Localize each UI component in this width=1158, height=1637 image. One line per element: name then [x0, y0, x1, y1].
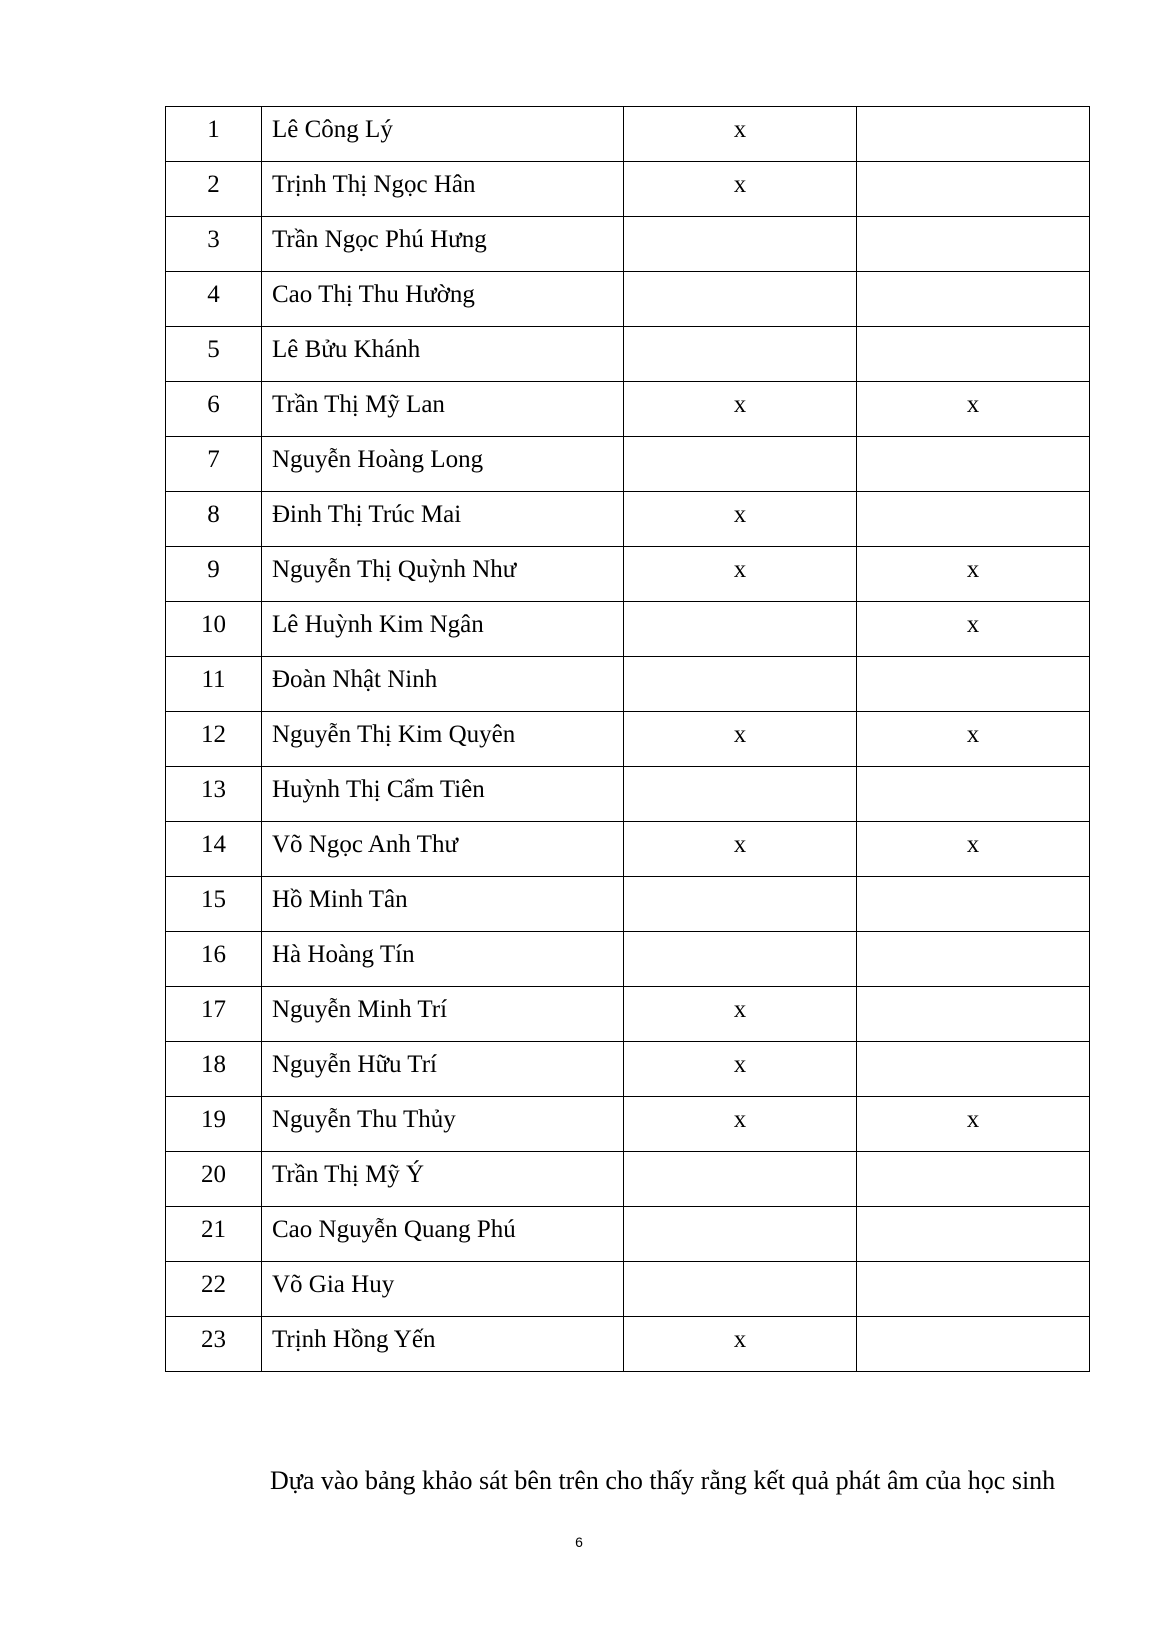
- row-number-cell: [166, 272, 262, 327]
- mark-cell-b-text: [857, 987, 1089, 997]
- student-name-cell: [262, 657, 624, 712]
- row-number-cell-text: 7: [207, 446, 220, 473]
- student-name-cell: [262, 877, 624, 932]
- student-name-cell-text: Trịnh Thị Ngọc Hân: [272, 171, 476, 198]
- row-number-cell-text: 12: [201, 721, 226, 748]
- mark-cell-b: [857, 272, 1090, 327]
- mark-cell-a: [624, 107, 857, 162]
- student-name-cell-text: Trần Thị Mỹ Lan: [272, 391, 445, 418]
- mark-cell-b-text: [857, 767, 1089, 777]
- mark-cell-a-text: x: [733, 391, 747, 418]
- mark-cell-b-text: [857, 1207, 1089, 1217]
- row-number-cell: [166, 712, 262, 767]
- row-number-cell-text: 2: [207, 171, 220, 198]
- mark-cell-a: [624, 602, 857, 657]
- student-name-cell-text: Hồ Minh Tân: [272, 886, 408, 913]
- row-number-cell: [166, 877, 262, 932]
- row-number-cell-text: 1: [207, 116, 220, 143]
- student-name-cell-text: Nguyễn Hữu Trí: [272, 1051, 437, 1078]
- mark-cell-b-text: [857, 1152, 1089, 1162]
- mark-cell-a-text: [624, 932, 856, 942]
- table-row: [166, 657, 1090, 712]
- mark-cell-a-text: [624, 1152, 856, 1162]
- student-name-cell: [262, 492, 624, 547]
- row-number-cell: [166, 767, 262, 822]
- row-number-cell: [166, 1262, 262, 1317]
- mark-cell-a: [624, 547, 857, 602]
- student-name-cell: [262, 1317, 624, 1372]
- mark-cell-a-text: [624, 437, 856, 447]
- mark-cell-a-text: [624, 1207, 856, 1217]
- student-name-cell: [262, 162, 624, 217]
- student-name-cell-text: Cao Nguyễn Quang Phú: [272, 1216, 516, 1243]
- mark-cell-b-text: [857, 437, 1089, 447]
- mark-cell-b-text: x: [966, 611, 980, 638]
- student-name-cell: [262, 547, 624, 602]
- row-number-cell: [166, 932, 262, 987]
- mark-cell-b: [857, 767, 1090, 822]
- row-number-cell: [166, 107, 262, 162]
- row-number-cell: [166, 382, 262, 437]
- row-number-cell: [166, 1317, 262, 1372]
- row-number-cell-text: 14: [201, 831, 226, 858]
- mark-cell-a: [624, 767, 857, 822]
- mark-cell-b: [857, 382, 1090, 437]
- row-number-cell-text: 23: [201, 1326, 226, 1353]
- student-name-cell-text: Lê Công Lý: [272, 116, 393, 143]
- table-row: [166, 602, 1090, 657]
- mark-cell-a: [624, 217, 857, 272]
- mark-cell-b: [857, 327, 1090, 382]
- row-number-cell: [166, 602, 262, 657]
- mark-cell-a: [624, 1042, 857, 1097]
- mark-cell-a-text: x: [733, 1106, 747, 1133]
- mark-cell-a-text: x: [733, 996, 747, 1023]
- row-number-cell-text: 6: [207, 391, 220, 418]
- student-name-cell-text: Đoàn Nhật Ninh: [272, 666, 438, 693]
- mark-cell-b-text: [857, 272, 1089, 282]
- student-name-cell: [262, 1152, 624, 1207]
- student-name-cell-text: Võ Ngọc Anh Thư: [272, 831, 458, 858]
- mark-cell-b-text: [857, 657, 1089, 667]
- student-name-cell-text: Võ Gia Huy: [272, 1271, 395, 1298]
- row-number-cell: [166, 492, 262, 547]
- student-name-cell: [262, 217, 624, 272]
- student-name-cell-text: Huỳnh Thị Cẩm Tiên: [272, 776, 485, 803]
- mark-cell-b: [857, 217, 1090, 272]
- row-number-cell-text: 11: [201, 666, 226, 693]
- mark-cell-b-text: x: [966, 721, 980, 748]
- mark-cell-b-text: x: [966, 556, 980, 583]
- student-name-cell: [262, 1207, 624, 1262]
- table-row: [166, 987, 1090, 1042]
- row-number-cell: [166, 162, 262, 217]
- mark-cell-b: [857, 162, 1090, 217]
- mark-cell-a: [624, 162, 857, 217]
- student-name-cell-text: Đinh Thị Trúc Mai: [272, 501, 462, 528]
- row-number-cell: [166, 1042, 262, 1097]
- table-row: [166, 217, 1090, 272]
- mark-cell-a: [624, 492, 857, 547]
- student-name-cell-text: Nguyễn Thị Kim Quyên: [272, 721, 516, 748]
- row-number-cell-text: 17: [201, 996, 226, 1023]
- mark-cell-b: [857, 492, 1090, 547]
- table-row: [166, 492, 1090, 547]
- mark-cell-b: [857, 1317, 1090, 1372]
- mark-cell-a-text: x: [733, 1326, 747, 1353]
- mark-cell-a: [624, 327, 857, 382]
- table-row: [166, 712, 1090, 767]
- mark-cell-a-text: x: [733, 116, 747, 143]
- student-name-cell: [262, 1042, 624, 1097]
- mark-cell-b-text: [857, 107, 1089, 117]
- row-number-cell-text: 21: [201, 1216, 226, 1243]
- mark-cell-a: [624, 1317, 857, 1372]
- row-number-cell: [166, 547, 262, 602]
- student-name-cell: [262, 107, 624, 162]
- mark-cell-b-text: [857, 932, 1089, 942]
- row-number-cell-text: 22: [201, 1271, 226, 1298]
- mark-cell-a: [624, 1262, 857, 1317]
- mark-cell-a-text: [624, 877, 856, 887]
- page-number: 6: [575, 1534, 583, 1550]
- row-number-cell: [166, 822, 262, 877]
- mark-cell-a-text: x: [733, 721, 747, 748]
- student-name-cell: [262, 1097, 624, 1152]
- student-name-cell-text: Cao Thị Thu Hường: [272, 281, 475, 308]
- conclusion-paragraph: Dựa vào bảng khảo sát bên trên cho thấy rằng kết quả phát âm của học sinh: [270, 1466, 1056, 1495]
- mark-cell-a-text: [624, 767, 856, 777]
- row-number-cell: [166, 1152, 262, 1207]
- row-number-cell-text: 4: [207, 281, 220, 308]
- mark-cell-b-text: x: [966, 391, 980, 418]
- row-number-cell-text: 8: [207, 501, 220, 528]
- mark-cell-b: [857, 437, 1090, 492]
- student-name-cell: [262, 437, 624, 492]
- row-number-cell: [166, 327, 262, 382]
- mark-cell-a: [624, 932, 857, 987]
- row-number-cell: [166, 217, 262, 272]
- row-number-cell-text: 16: [201, 941, 226, 968]
- student-name-cell: [262, 327, 624, 382]
- mark-cell-b-text: [857, 162, 1089, 172]
- mark-cell-a: [624, 437, 857, 492]
- mark-cell-a-text: [624, 657, 856, 667]
- student-name-cell-text: Lê Bửu Khánh: [272, 336, 421, 363]
- mark-cell-b-text: [857, 1317, 1089, 1327]
- student-name-cell: [262, 1262, 624, 1317]
- student-name-cell-text: Trịnh Hồng Yến: [272, 1326, 436, 1353]
- row-number-cell: [166, 1207, 262, 1262]
- table-row: [166, 1152, 1090, 1207]
- table-row: [166, 1207, 1090, 1262]
- row-number-cell-text: 19: [201, 1106, 226, 1133]
- mark-cell-b: [857, 987, 1090, 1042]
- mark-cell-a-text: [624, 327, 856, 337]
- mark-cell-a-text: [624, 602, 856, 612]
- mark-cell-a-text: [624, 1262, 856, 1272]
- survey-table-body: [166, 107, 1090, 1372]
- mark-cell-b-text: [857, 217, 1089, 227]
- student-name-cell-text: Hà Hoàng Tín: [272, 941, 415, 968]
- mark-cell-b: [857, 1152, 1090, 1207]
- mark-cell-b: [857, 1097, 1090, 1152]
- mark-cell-b: [857, 1042, 1090, 1097]
- mark-cell-a: [624, 1152, 857, 1207]
- mark-cell-b-text: x: [966, 831, 980, 858]
- student-name-cell-text: Trần Thị Mỹ Ý: [272, 1161, 425, 1188]
- student-name-cell: [262, 932, 624, 987]
- mark-cell-a: [624, 1207, 857, 1262]
- student-name-cell: [262, 767, 624, 822]
- table-row: [166, 932, 1090, 987]
- mark-cell-a-text: x: [733, 501, 747, 528]
- student-name-cell-text: Nguyễn Hoàng Long: [272, 446, 484, 473]
- table-row: [166, 1042, 1090, 1097]
- row-number-cell-text: 15: [201, 886, 226, 913]
- mark-cell-b: [857, 1262, 1090, 1317]
- student-name-cell: [262, 712, 624, 767]
- mark-cell-a: [624, 272, 857, 327]
- mark-cell-a-text: x: [733, 171, 747, 198]
- mark-cell-b: [857, 1207, 1090, 1262]
- row-number-cell: [166, 657, 262, 712]
- student-name-cell: [262, 602, 624, 657]
- mark-cell-a: [624, 382, 857, 437]
- row-number-cell: [166, 437, 262, 492]
- mark-cell-b: [857, 657, 1090, 712]
- mark-cell-b: [857, 602, 1090, 657]
- mark-cell-a: [624, 1097, 857, 1152]
- student-name-cell-text: Nguyễn Minh Trí: [272, 996, 448, 1023]
- mark-cell-a-text: [624, 272, 856, 282]
- mark-cell-a: [624, 712, 857, 767]
- row-number-cell-text: 13: [201, 776, 226, 803]
- student-name-cell: [262, 987, 624, 1042]
- row-number-cell: [166, 987, 262, 1042]
- mark-cell-b: [857, 822, 1090, 877]
- mark-cell-b-text: [857, 1042, 1089, 1052]
- row-number-cell-text: 5: [207, 336, 220, 363]
- table-row: [166, 1262, 1090, 1317]
- table-row: [166, 327, 1090, 382]
- row-number-cell-text: 10: [201, 611, 226, 638]
- mark-cell-a: [624, 657, 857, 712]
- table-row: [166, 822, 1090, 877]
- row-number-cell: [166, 1097, 262, 1152]
- table-row: [166, 877, 1090, 932]
- table-row: [166, 162, 1090, 217]
- table-row: [166, 767, 1090, 822]
- row-number-cell-text: 3: [207, 226, 220, 253]
- student-name-cell: [262, 822, 624, 877]
- mark-cell-a-text: x: [733, 556, 747, 583]
- row-number-cell-text: 20: [201, 1161, 226, 1188]
- row-number-cell-text: 18: [201, 1051, 226, 1078]
- mark-cell-b: [857, 877, 1090, 932]
- student-name-cell-text: Trần Ngọc Phú Hưng: [272, 226, 487, 253]
- student-name-cell-text: Nguyễn Thu Thủy: [272, 1106, 456, 1133]
- table-row: [166, 272, 1090, 327]
- mark-cell-b: [857, 107, 1090, 162]
- mark-cell-b-text: [857, 877, 1089, 887]
- mark-cell-b-text: [857, 327, 1089, 337]
- mark-cell-a: [624, 987, 857, 1042]
- mark-cell-b: [857, 932, 1090, 987]
- mark-cell-a: [624, 877, 857, 932]
- student-name-cell: [262, 382, 624, 437]
- table-row: [166, 107, 1090, 162]
- student-name-cell: [262, 272, 624, 327]
- mark-cell-a-text: [624, 217, 856, 227]
- student-name-cell-text: Nguyễn Thị Quỳnh Như: [272, 556, 517, 583]
- mark-cell-b: [857, 712, 1090, 767]
- mark-cell-b-text: x: [966, 1106, 980, 1133]
- table-row: [166, 1097, 1090, 1152]
- mark-cell-b-text: [857, 492, 1089, 502]
- table-row: [166, 437, 1090, 492]
- mark-cell-a-text: x: [733, 1051, 747, 1078]
- table-row: [166, 547, 1090, 602]
- table-row: [166, 382, 1090, 437]
- table-row: [166, 1317, 1090, 1372]
- student-name-cell-text: Lê Huỳnh Kim Ngân: [272, 611, 484, 638]
- student-survey-table: [165, 106, 1090, 1372]
- mark-cell-a-text: x: [733, 831, 747, 858]
- mark-cell-a: [624, 822, 857, 877]
- mark-cell-b: [857, 547, 1090, 602]
- mark-cell-b-text: [857, 1262, 1089, 1272]
- row-number-cell-text: 9: [207, 556, 220, 583]
